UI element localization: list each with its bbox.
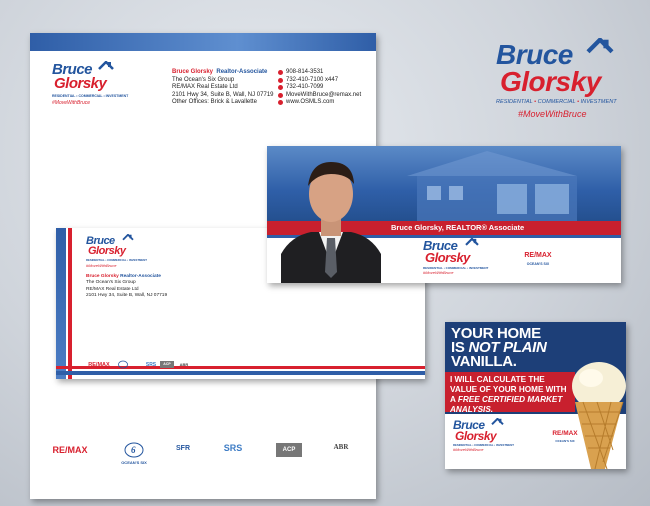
agent-name: Bruce Glorsky [172,69,214,75]
banner-card-mockup [267,146,621,283]
remax-logo: RE/MAX [552,430,578,437]
logo-hashtag: #MoveWithBruce [52,99,91,106]
ad-offer-text: I WILL CALCULATE THE VALUE OF YOUR HOME WITH A [450,375,567,404]
remax-logo: RE/MAX [88,362,110,368]
remax-logo: RE/MAX [52,445,88,455]
logo-last-name: Glorsky [54,75,107,93]
logo-hashtag: #MoveWithBruce [423,269,454,275]
banner-name-line: Bruce Glorsky, REALTOR® Associate [391,223,525,232]
logo-hashtag: #MoveWithBruce [453,446,484,452]
ad-offer-box [445,372,575,412]
agent-role: Realtor-Associate [120,274,161,279]
banner-logo [423,240,488,275]
envelope-bottom-blue-rule [56,371,425,375]
logo-first-name: Bruce [453,418,485,432]
ad-headline-line: IS [451,339,469,356]
address-line: 2101 Hwy 34, Suite B, Wall, NJ 07719 [86,292,168,298]
abr-logo: ABR [333,443,349,451]
agent-name: Bruce Glorsky [86,274,119,279]
remax-logo: RE/MAX [524,252,552,259]
ad-offer-emphasis: FREE CERTIFIED MARKET ANALYSIS. [450,395,563,414]
ad-headline-line: YOUR HOME [451,325,541,342]
house-roof-icon [98,61,114,75]
address-line: The Ocean's Six Group [86,280,136,286]
envelope-logo [86,236,147,268]
envelope-red-stripe [68,228,72,379]
house-roof-icon [122,234,134,244]
logo-hashtag: #MoveWithBruce [518,109,587,120]
logo-last-name: Glorsky [425,250,470,266]
envelope-blue-stripe [56,228,66,379]
svg-text:6: 6 [131,445,136,455]
logo-tagline: RESIDENTIAL • COMMERCIAL • INVESTMENT [496,99,617,106]
oceans-six-logo: OCEAN'S SIX [526,262,550,266]
agent-role: Realtor-Associate [216,69,268,75]
ad-headline [451,327,547,369]
oceans-six-icon [123,441,145,459]
logo-last-name: Glorsky [455,429,497,444]
globe-icon [278,100,283,105]
acp-logo: ACP [276,443,302,457]
logo-first-name: Bruce [86,235,115,247]
house-roof-icon [491,418,504,429]
email-icon [278,93,283,98]
address-line: 2101 Hwy 34, Suite B, Wall, NJ 07719 [172,91,274,98]
ad-headline-line: VANILLA. [451,353,517,370]
ad-headline-emphasis: NOT PLAIN [468,339,547,356]
oceans-six-logo: OCEAN'S SIX [555,439,575,443]
logo-first-name: Bruce [423,238,458,253]
logo-last-name: Glorsky [500,65,601,97]
address-line: RE/MAX Real Estate Ltd [86,286,139,292]
oceans-six-icon [117,360,129,369]
logo-tagline: RESIDENTIAL • COMMERCIAL • INVESTMENT [86,257,147,262]
agent-portrait [281,154,381,283]
fax-icon [278,85,283,90]
logo-hashtag: #MoveWithBruce [86,262,117,268]
ice-cream-cone-illustration [569,350,626,469]
oceans-six-logo [114,360,132,370]
letterhead-top-bar [30,33,376,51]
logo-tagline: RESIDENTIAL • COMMERCIAL • INVESTMENT [52,93,129,98]
sfr-logo: SFR [176,445,190,452]
logo-first-name: Bruce [52,61,93,78]
srs-logo: SRS [223,443,243,453]
house-roof-icon [465,238,479,250]
house-roof-icon [586,38,614,62]
envelope-return-address [86,274,167,299]
phone-fax: 732-410-7099 [286,84,324,90]
srs-logo: SRS [145,362,157,368]
phone-icon [278,78,283,83]
phone-icon [278,70,283,75]
vanilla-ad-mockup [445,322,626,469]
logo-last-name: Glorsky [88,245,126,258]
abr-logo: ABR [179,362,189,367]
ad-logo [453,420,514,452]
address-line: RE/MAX Real Estate Ltd [172,84,238,90]
letterhead-logo [52,63,128,106]
address-line: Other Offices: Brick & Lavallette [172,99,257,105]
letterhead-contact-list [278,69,361,107]
email-address: MoveWithBruce@remax.net [286,91,362,98]
website: www.OSMLS.com [286,99,335,105]
brand-logo-large [496,39,626,132]
logo-tagline: RESIDENTIAL • COMMERCIAL • INVESTMENT [453,442,514,447]
address-line: The Ocean's Six Group [172,76,235,83]
oceans-six-logo: 6 OCEAN'S SIX [114,441,154,465]
logo-tagline: RESIDENTIAL • COMMERCIAL • INVESTMENT [423,265,489,270]
logo-first-name: Bruce [496,39,573,70]
phone-cell: 908-814-3531 [286,69,324,75]
acp-logo: ACP [160,361,174,368]
letterhead-address-block [172,69,274,107]
phone-office: 732-410-7100 x447 [286,76,339,83]
